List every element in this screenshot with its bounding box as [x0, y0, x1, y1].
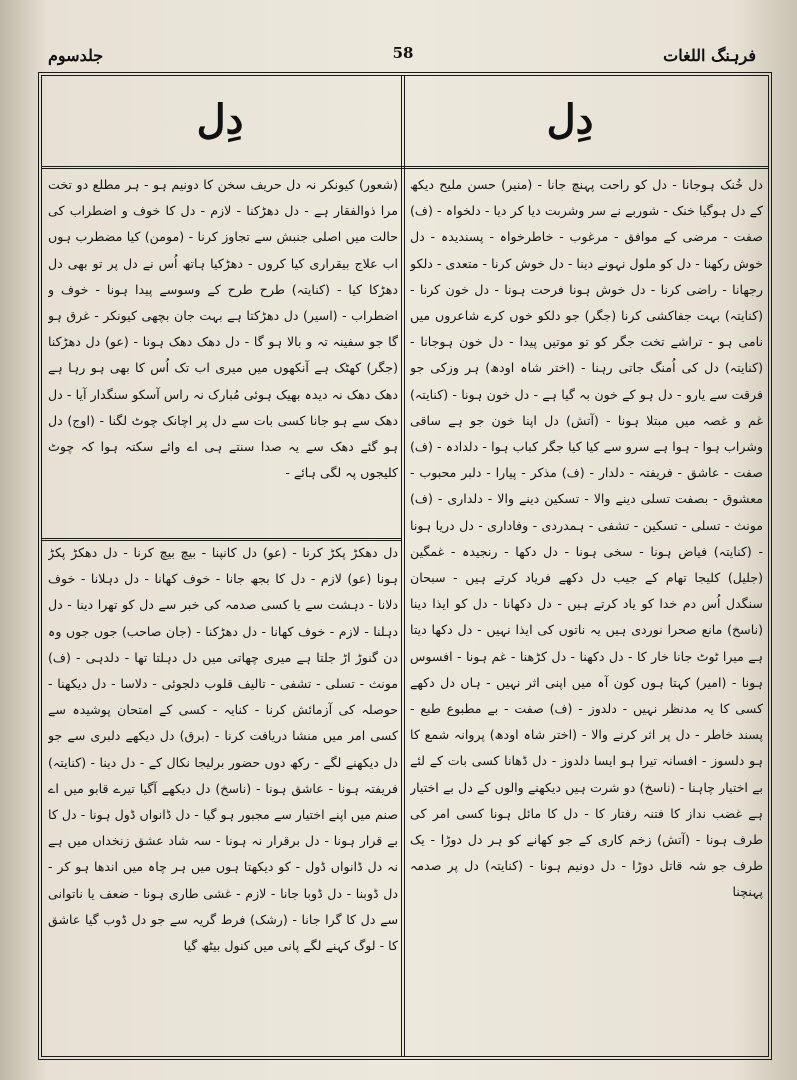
- right-column-text: [410, 172, 763, 1054]
- right-column-title: دِل: [546, 96, 594, 143]
- left-column-rule: [42, 538, 402, 541]
- left-column-title: دِل: [196, 96, 244, 143]
- title-rule: [42, 166, 768, 169]
- volume-label: جلدسوم: [48, 46, 104, 65]
- book-title: فرہنگ اللغات: [663, 46, 756, 65]
- column-divider: [401, 76, 405, 1056]
- left-column-text: [48, 172, 398, 1054]
- left-column-entries-top: (شعور) کیونکر نہ دل حریف سخن کا دونیم ہو - ہر مطلع دو تخت مرا ذوالفقار ہے - دل دھڑکنا - لازم - دل کا خوف و اضطراب کی حالت میں اصلی جنبش سے تجاوز کرنا - (مومن) کیا مضطرب ہوں اب علاج بیقراری کیا کروں - دھڑکیا ہاتھ اُس نے دل پر تو بھی دل دھڑکا کیا - (کنایتہ) طرح طرح کے وسوسے پیدا ہونا - خوف و اضطراب - (اسیر) دل دھڑکتا ہے بہت جان بچھی کیونکر - غرق ہو گا جو سفینہ تہ و بالا ہو گا - دل دھک دھک ہونا - (عو) دل دھڑکنا (جگر) کھٹک ہے آنکھوں میں میری اب تک اُس کا بھی ہو رہا ہے دھک دھک نہ دیدہ بھیک ہوئی مُبارک نہ راس آسکو سنگدار آیا - دل دھک سے ہو جانا کسی بات سے دل پر اچانک چوٹ لگنا - (اوج) دل ہو گئے دھک سے یہ صدا سنتے ہی اے وائے سکتہ ہوا کہ چوٹ کلیجوں پہ لگی ہائے -: [48, 177, 398, 481]
- left-column-entries-bottom: دل دھکڑ پکڑ کرنا - (عو) دل کانپنا - بیچ بیچ کرنا - دل دھکڑ پکڑ ہونا (عو) لازم - دل کا بجھ جانا - خوف کھانا - دل دہلانا - خوف دلانا - دہشت سے یا کسی صدمہ کی خبر سے دل کو تھرا دینا - دل دہلنا - لازم - خوف کھانا - دل دھڑکنا - (جان صاحب) جوں جوں وہ دن گنوڑ اڑ جلتا ہے میری چھاتی میں دل دہلتا تھا - دلدہی - (ف) مونث - تسلی - تشفی - تالیف قلوب دلجوئی - دلاسا - دل دیکھنا - حوصلہ کی آزمائش کرنا - کنایہ - کسی کے امتحان پوشیدہ سے کسی امر میں منشا دریافت کرنا - (برق) دل دیکھے دلبری سے جو دل دیکھنے لگے - رکھ دوں حضور برلیجا نکال کے - دل دینا - (کنایتہ) فریفتہ ہونا - عاشق ہونا - (ناسخ) دل دیکھے آگیا تیرے قابو میں اے صنم میں اپنے اختیار سے مجبور ہو گیا - دل ڈانواں ڈول ہونا - دل کا بے قرار ہونا - دل برقرار نہ ہونا - سہ شاد عشق زنخداں میں ہے نہ دل ڈانواں ڈول - کو دیکھتا ہوں میں ہر چاہ میں اندھا ہو کر - دل ڈوبنا - دل ڈوبا جانا - لازم - غشی طاری ہونا - ضعف یا ناتوانی سے دل کا گرا جانا - (رشک) فرط گریہ سے جو دل ڈوب گیا عاشق کا - لوگ کہنے لگے پانی میں کنول بیٹھ گیا: [48, 545, 398, 954]
- page-header: [40, 40, 766, 70]
- right-column-entries: دل خُنک ہوجانا - دل کو راحت پہنچ جانا - (منیر) حسن ملیح دیکھ کے دل ہوگیا خنک - شوربے نے سر وشربت دیا کر دیا - دلخواہ - (ف) صفت - مرضی کے موافق - مرغوب - خاطرخواہ - پسندیدہ - دل خوش رکھنا - دل کو ملول نہونے دینا - دل خوش کرنا - متعدی - دلکو رجھانا - راضی کرنا - دل خوش ہونا فرحت ہونا - دل خون کرنا - (کنایتہ) بہت جفاکشی کرنا (جگر) جو دلکو خوں کرے شاعروں میں نامی ہو - تراشے تخت جگر کو تو موتیں پیدا - دل خون ہوجانا - (کنایتہ) دل کی اُمنگ جاتی رہنا - (اختر شاہ اودھ) ہر وزکی جو فرقت سے یارو - دل ہو کے خون بہ گیا ہے - دل خون ہونا - (کنایتہ) غم و غصہ میں مبتلا ہونا - (آتش) دل اپنا خون جو ہے ساقی وشراب ہوا - ہوا ہے سرو سے کیا کیا جگر کباب ہوا - دلدادہ - (ف) صفت - عاشق - فریفتہ - دلدار - (ف) مذکر - پیارا - دلبر محبوب - معشوق - بصفت تسلی دینے والا - تسکین دینے والا - دلداری - (ف) مونث - تسلی - تسکین - تشفی - ہمدردی - وفاداری - دل دریا ہونا - (کنایتہ) فیاض ہونا - سخی ہونا - دل دکھا - رنجیدہ - غمگین (جلیل) کلیجا تھام کے جیب دل دکھے فریاد کرتے ہیں - سبحان سنگدل اُس دم خدا کو یاد کرتے ہیں - دل دکھانا - دل کو ایذا دینا (ناسخ) مانع صحرا نوردی ہیں یہ ناتوں کی ایذا نہیں - دل دکھا دیتا ہے میرا ٹوٹ جانا خار کا - دل دکھنا - دل کڑھنا - غم ہونا - افسوس ہونا - (امیر) کہتا ہوں کون آہ میں اپنی اثر نہیں - ہاں دل دکھے کسی کا یہ مدنظر نہیں - دلدوز - (ف) صفت - بے مطبوع طبع - پسند خاطر - دل پر اثر کرنے والا - (اختر شاہ اودھ) پروانہ شمع کا ہو دلسوز - افسانہ تیرا ہو ایسا دلدوز - دل ڈھانا کسی بات کے لئے بے اختیار چاہنا - (ناسخ) دو شرت ہیں دیکھنے والوں کے دل بے اختیار ہے غضب نداز کا فتنہ رفتار کا - دل کا مائل ہونا کسی امر کی طرف ہونا - (آتش) زخم کاری کے جو کھانے کو ہر دل دوڑا - یک طرف جو شہ قاتل دوڑا - دل دونیم ہونا - (کنایتہ) دل پر صدمہ پہنچنا: [410, 177, 763, 900]
- page-number: 58: [392, 44, 414, 62]
